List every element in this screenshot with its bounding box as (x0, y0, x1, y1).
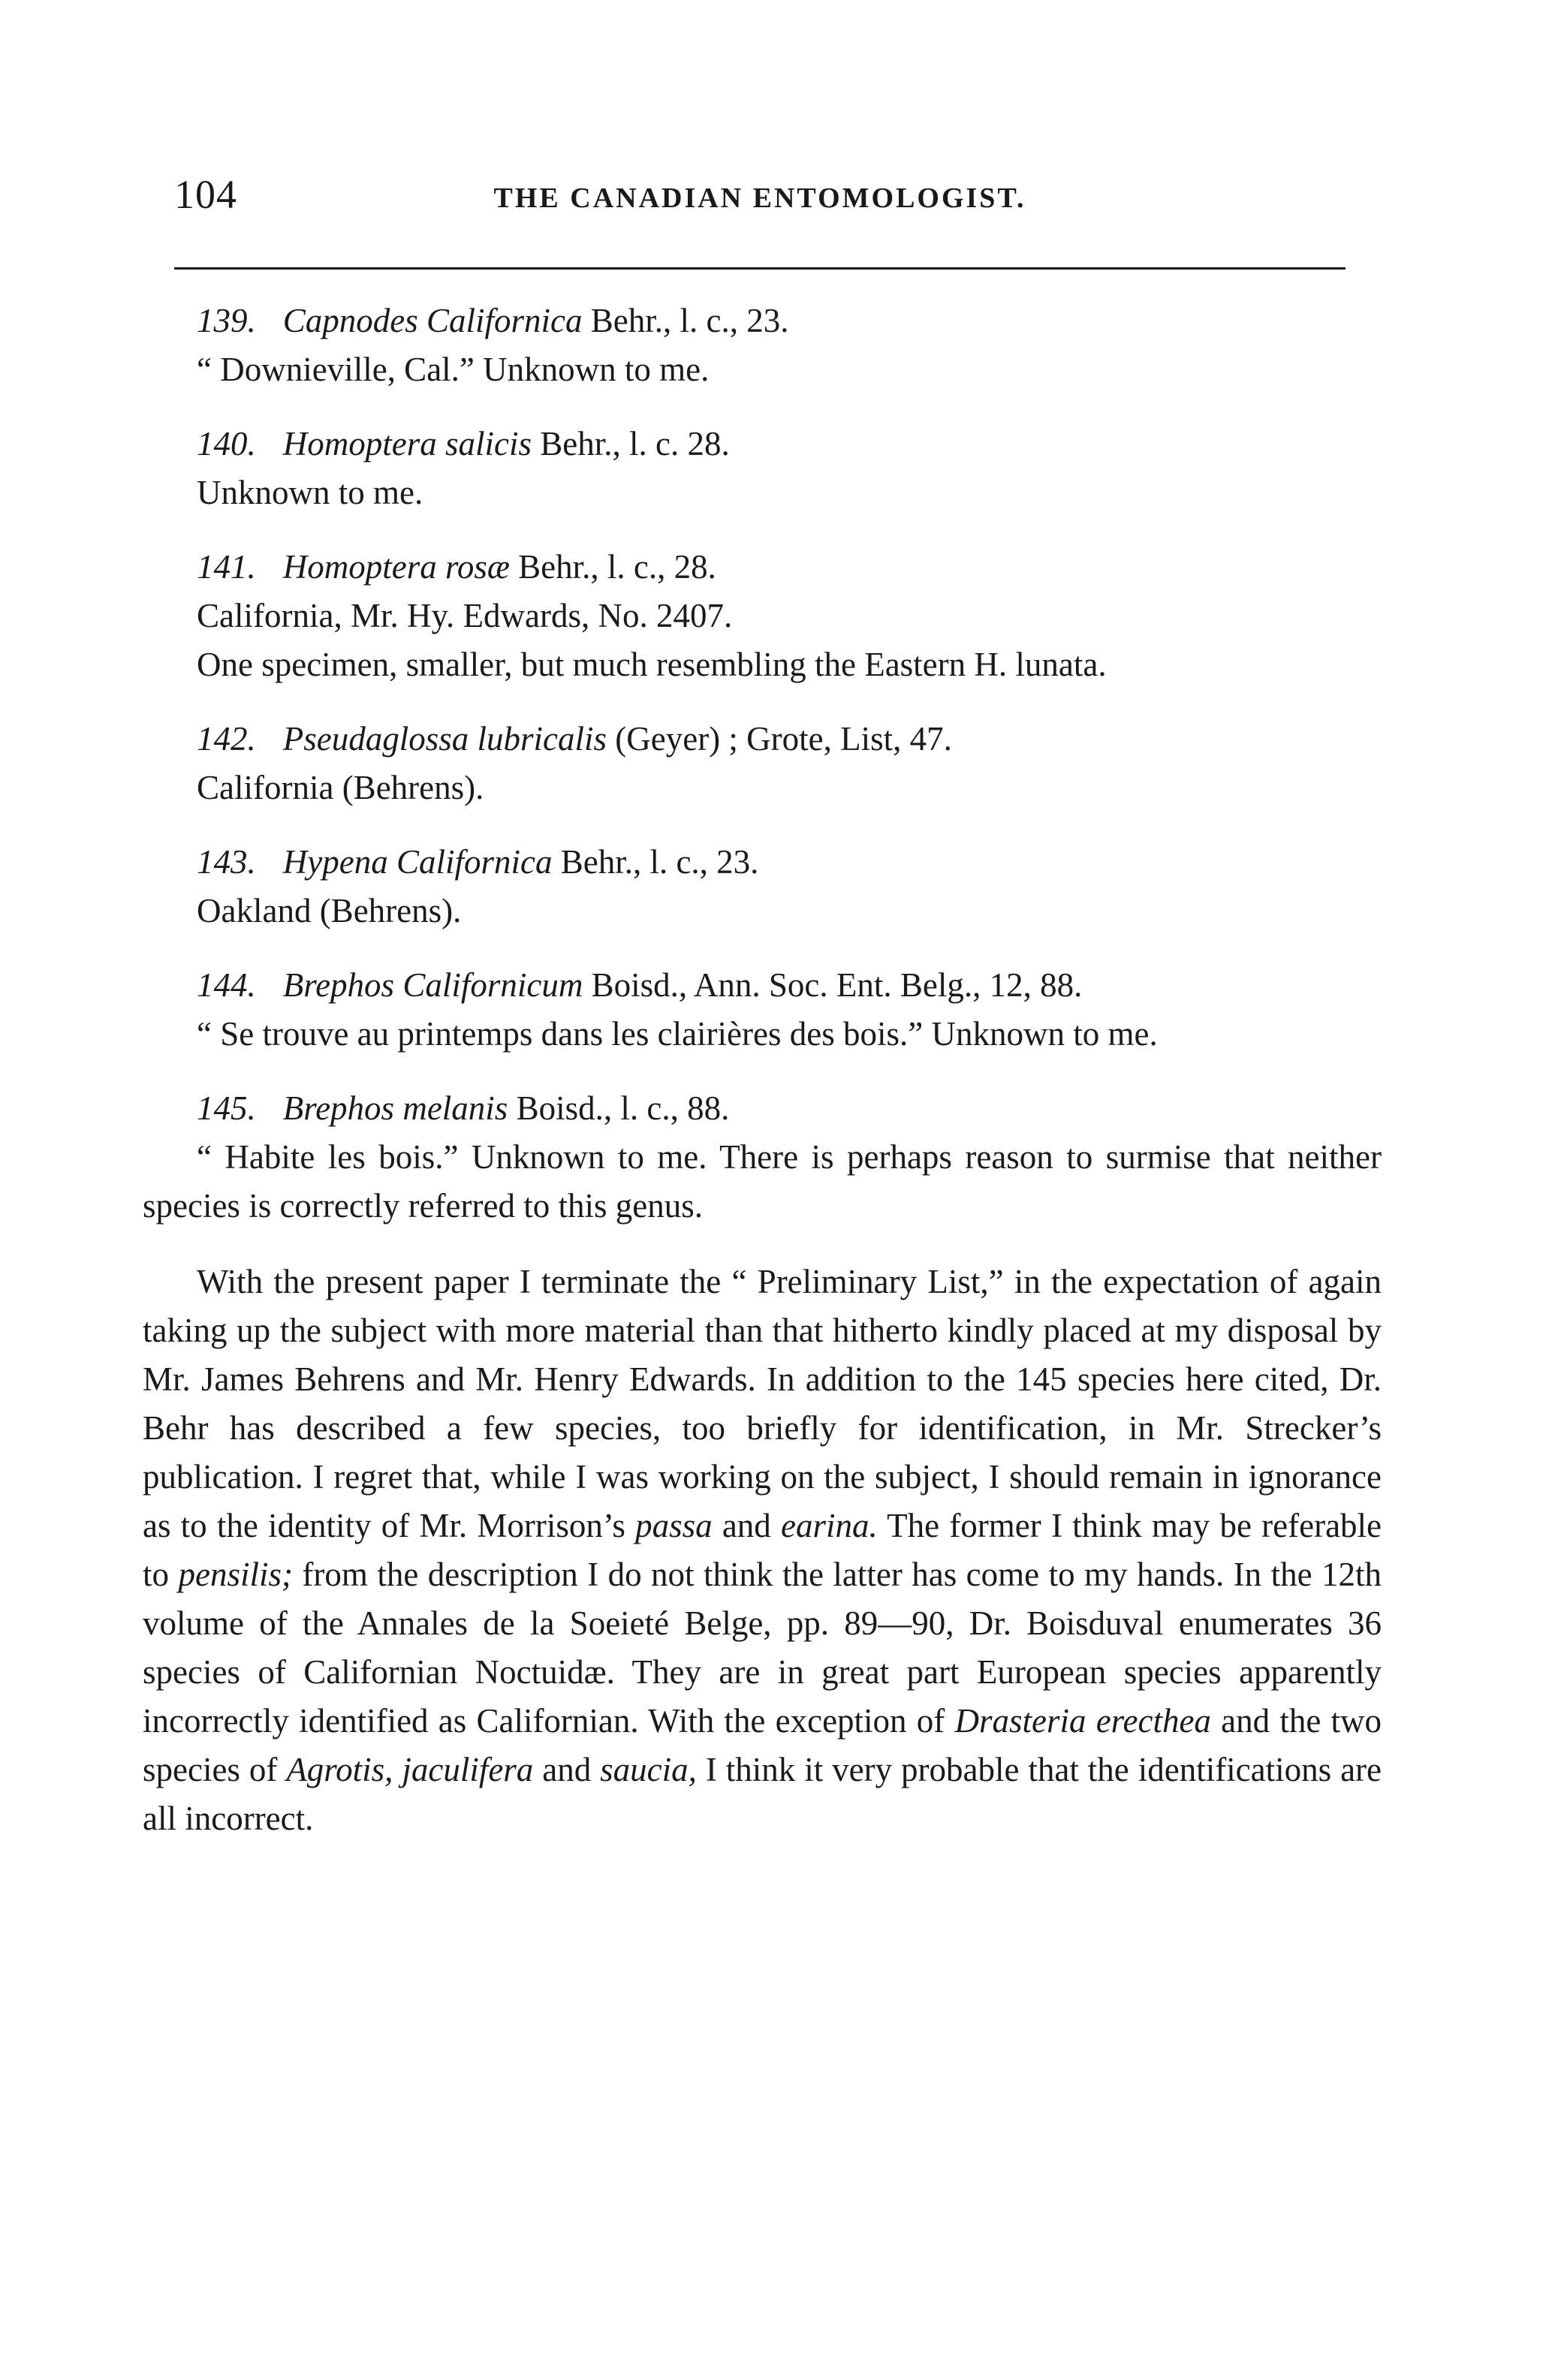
species-name: Homoptera rosæ (282, 548, 510, 586)
running-header (174, 171, 1346, 231)
article-body (143, 297, 1382, 1843)
citation: Boisd., l. c., 88. (516, 1089, 730, 1127)
species-name: Hypena Californica (282, 843, 553, 881)
page-number: 104 (174, 172, 237, 217)
entry-note: Oakland (Behrens). (197, 892, 462, 929)
citation: Behr., l. c. 28. (540, 425, 730, 462)
journal-title: THE CANADIAN ENTOMOLOGIST. (493, 182, 1026, 214)
citation: (Geyer) ; Grote, List, 47. (615, 720, 952, 758)
species-entry-140 (143, 420, 1382, 517)
entry-note: “ Se trouve au printemps dans les clairières des bois.” Unknown to me. (197, 1015, 1158, 1053)
citation: Behr., l. c., 23. (590, 302, 789, 339)
citation: Boisd., Ann. Soc. Ent. Belg., 12, 88. (591, 966, 1083, 1004)
species-entry-139 (143, 297, 1382, 394)
closing-paragraph: With the present paper I terminate the “ Preliminary List,” in the expectation of again taking up the subject with more material than that hitherto kindly placed at my disposal by Mr. James Behrens and Mr. Henry Edwards. In addition to the 145 species here cited, Dr. Behr has described a few species, too briefly for identification, in Mr. Strecker’s publication. I regret that, while I was working on the subject, I should remain in ignorance as to the identity of Mr. Morrison’s passa and earina. The former I think may be referable to pensilis; from the description I do not think the latter has come to my hands. In the 12th volume of the Annales de la Soeieté Belge, pp. 89—90, Dr. Boisduval enumerates 36 species of Californian Noctuidæ. They are in great part European species apparently incorrectly identified as Californian. With the exception of Drasteria erecthea and the two species of Agrotis, jaculifera and saucia, I think it very probable that the identifications are all incorrect. (143, 1263, 1382, 1837)
entry-number: 143. (197, 843, 256, 881)
citation: Behr., l. c., 28. (518, 548, 716, 586)
species-entry-141 (143, 543, 1382, 689)
species-name: Pseudaglossa lubricalis (282, 720, 607, 758)
entry-number: 139. (197, 302, 256, 339)
species-name: Brephos melanis (282, 1089, 508, 1127)
entry-number: 141. (197, 548, 256, 586)
entry-number: 145. (197, 1089, 256, 1127)
species-name: Brephos Californicum (282, 966, 583, 1004)
citation: Behr., l. c., 23. (560, 843, 759, 881)
entry-number: 142. (197, 720, 256, 758)
entry-number: 140. (197, 425, 256, 462)
species-entry-145 (143, 1084, 1382, 1231)
species-entry-142 (143, 715, 1382, 812)
entry-number: 144. (197, 966, 256, 1004)
species-name: Homoptera salicis (282, 425, 532, 462)
header-rule (174, 267, 1346, 270)
entry-note: One specimen, smaller, but much resembling the Eastern H. lunata. (197, 646, 1107, 683)
entry-note: “ Habite les bois.” Unknown to me. There is perhaps reason to surmise that neither species is correctly referred to this genus. (143, 1138, 1382, 1225)
entry-note: California (Behrens). (197, 769, 484, 806)
entry-note: California, Mr. Hy. Edwards, No. 2407. (197, 597, 733, 634)
species-entry-144 (143, 961, 1382, 1059)
species-name: Capnodes Californica (282, 302, 583, 339)
entry-note: “ Downieville, Cal.” Unknown to me. (197, 351, 710, 388)
entry-note: Unknown to me. (197, 474, 423, 511)
species-entry-143 (143, 838, 1382, 935)
